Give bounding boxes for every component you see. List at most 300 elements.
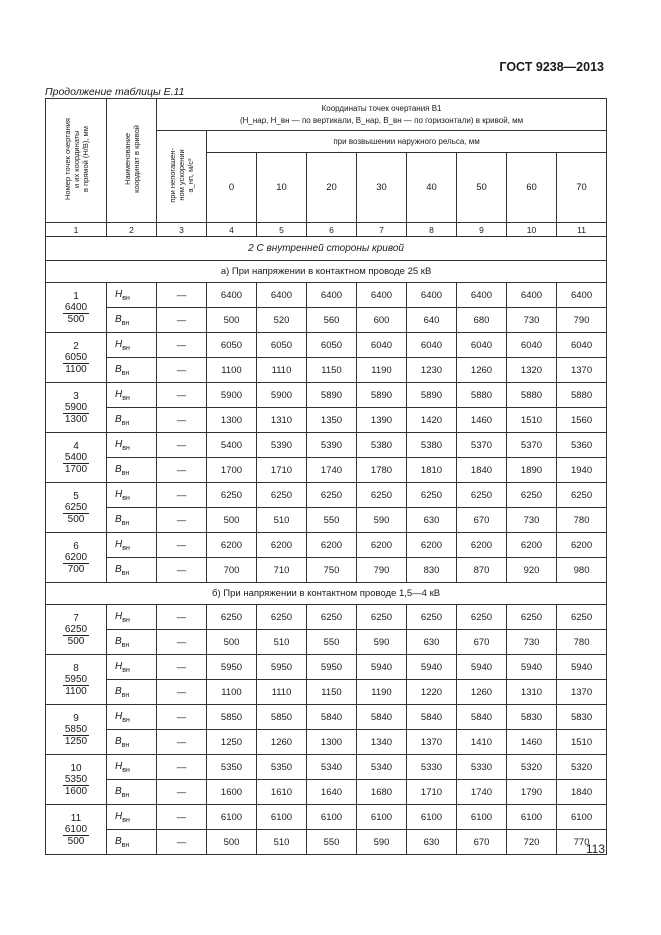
point-h-value: 5850 <box>64 723 88 735</box>
table-row <box>46 308 607 333</box>
coordinate-letter: B <box>115 513 122 525</box>
point-number: 5 <box>73 490 79 502</box>
value-cell: 1110 <box>257 680 307 705</box>
table-row <box>46 755 607 780</box>
value-cell: 630 <box>407 830 457 855</box>
value-cell: 5320 <box>507 755 557 780</box>
value-cell: 5370 <box>507 433 557 458</box>
section-title: 2 С внутренней стороны кривой <box>46 237 607 261</box>
coordinate-name-b <box>107 558 157 583</box>
value-cell: 6250 <box>407 605 457 630</box>
point-number: 7 <box>73 612 79 624</box>
point-fraction <box>63 302 89 325</box>
value-cell: 920 <box>507 558 557 583</box>
value-cell: 680 <box>457 308 507 333</box>
point-b-value: 500 <box>67 635 85 647</box>
value-cell: 720 <box>507 830 557 855</box>
value-cell: 1110 <box>257 358 307 383</box>
value-cell: 1350 <box>307 408 357 433</box>
table-row <box>46 730 607 755</box>
value-cell: 6050 <box>257 333 307 358</box>
value-cell: 670 <box>457 508 507 533</box>
value-cell: 5390 <box>307 433 357 458</box>
value-cell: 700 <box>207 558 257 583</box>
value-cell: 5850 <box>207 705 257 730</box>
value-cell: 1100 <box>207 680 257 705</box>
value-cell: 1300 <box>207 408 257 433</box>
page-number: 113 <box>585 842 605 856</box>
value-cell: 1340 <box>357 730 407 755</box>
value-cell: 1260 <box>457 680 507 705</box>
col2-header-line1: Наименование <box>122 133 132 185</box>
col1-header-line3: в прямой (H/B), мм <box>80 126 90 192</box>
coordinate-subscript: вн <box>122 494 130 502</box>
column-number-cell: 6 <box>307 223 357 237</box>
col2-header <box>107 99 157 223</box>
coordinate-name-h <box>107 283 157 308</box>
value-cell: 1640 <box>307 780 357 805</box>
column-number-cell: 11 <box>557 223 607 237</box>
value-cell: 6200 <box>357 533 407 558</box>
point-number: 8 <box>73 662 79 674</box>
value-cell: 5890 <box>307 383 357 408</box>
point-b-value: 1250 <box>64 735 88 747</box>
point-h-value: 6400 <box>64 301 88 313</box>
point-number: 10 <box>70 762 82 774</box>
elevation-header-cell: 70 <box>557 153 607 223</box>
coordinate-letter: H <box>115 488 123 500</box>
value-cell: 1190 <box>357 358 407 383</box>
point-number: 9 <box>73 712 79 724</box>
acceleration-cell: — <box>157 283 207 308</box>
table-row <box>46 630 607 655</box>
value-cell: 510 <box>257 830 307 855</box>
coordinate-name-b <box>107 358 157 383</box>
value-cell: 630 <box>407 508 457 533</box>
coordinate-name-h <box>107 605 157 630</box>
value-cell: 670 <box>457 830 507 855</box>
value-cell: 1150 <box>307 358 357 383</box>
elevation-header-cell: 10 <box>257 153 307 223</box>
value-cell: 560 <box>307 308 357 333</box>
coordinate-name-b <box>107 680 157 705</box>
table-row <box>46 605 607 630</box>
coordinate-name-h <box>107 755 157 780</box>
column-number-cell: 5 <box>257 223 307 237</box>
coordinate-subscript: вн <box>122 716 130 724</box>
coordinate-name-b <box>107 408 157 433</box>
acceleration-cell: — <box>157 383 207 408</box>
value-cell: 5940 <box>357 655 407 680</box>
value-cell: 1370 <box>557 358 607 383</box>
coordinate-letter: B <box>115 785 122 797</box>
table-row <box>46 358 607 383</box>
value-cell: 5360 <box>557 433 607 458</box>
acceleration-cell: — <box>157 730 207 755</box>
value-cell: 1610 <box>257 780 307 805</box>
value-cell: 5880 <box>557 383 607 408</box>
value-cell: 5880 <box>507 383 557 408</box>
value-cell: 6200 <box>557 533 607 558</box>
value-cell: 780 <box>557 630 607 655</box>
point-h-value: 5400 <box>64 451 88 463</box>
column-number-cell: 4 <box>207 223 257 237</box>
value-cell: 1260 <box>457 358 507 383</box>
point-h-value: 5950 <box>64 673 88 685</box>
value-cell: 5850 <box>257 705 307 730</box>
value-cell: 5940 <box>457 655 507 680</box>
coordinate-subscript: вн <box>121 319 130 327</box>
point-h-value: 5350 <box>64 773 88 785</box>
value-cell: 6100 <box>207 805 257 830</box>
point-fraction <box>63 774 89 797</box>
point-cell <box>46 433 107 483</box>
value-cell: 590 <box>357 830 407 855</box>
acceleration-cell: — <box>157 458 207 483</box>
value-cell: 1560 <box>557 408 607 433</box>
point-b-value: 1100 <box>65 363 87 375</box>
value-cell: 830 <box>407 558 457 583</box>
acceleration-cell: — <box>157 508 207 533</box>
value-cell: 1840 <box>457 458 507 483</box>
acceleration-cell: — <box>157 655 207 680</box>
coordinate-letter: H <box>115 710 123 722</box>
point-cell <box>46 655 107 705</box>
col3-header-line3: a_нп, м/с² <box>186 157 195 193</box>
value-cell: 6050 <box>307 333 357 358</box>
coordinate-subscript: вн <box>121 791 130 799</box>
value-cell: 6250 <box>557 605 607 630</box>
value-cell: 1780 <box>357 458 407 483</box>
group-title-line1: Координаты точек очертания В1 <box>321 103 442 113</box>
coordinate-subscript: вн <box>121 741 130 749</box>
coordinate-name-h <box>107 433 157 458</box>
col1-header <box>46 99 107 223</box>
elevation-header-cell: 0 <box>207 153 257 223</box>
column-number-cell: 9 <box>457 223 507 237</box>
point-fraction <box>63 674 89 697</box>
coordinate-letter: H <box>115 660 123 672</box>
value-cell: 1740 <box>307 458 357 483</box>
value-cell: 500 <box>207 630 257 655</box>
coordinate-letter: H <box>115 288 123 300</box>
value-cell: 6250 <box>307 483 357 508</box>
acceleration-cell: — <box>157 433 207 458</box>
group-title-row <box>46 583 607 605</box>
elevation-header-cell: 30 <box>357 153 407 223</box>
value-cell: 510 <box>257 630 307 655</box>
value-cell: 1510 <box>507 408 557 433</box>
point-h-value: 5900 <box>64 401 88 413</box>
coordinate-name-b <box>107 308 157 333</box>
value-cell: 6040 <box>507 333 557 358</box>
acceleration-cell: — <box>157 483 207 508</box>
coordinate-subscript: вн <box>121 641 130 649</box>
point-b-value: 1100 <box>65 685 87 697</box>
table-row <box>46 283 607 308</box>
col3-header-line1: при непогашен- <box>168 147 177 203</box>
value-cell: 780 <box>557 508 607 533</box>
point-number: 4 <box>73 440 79 452</box>
value-cell: 730 <box>507 508 557 533</box>
coordinate-subscript: вн <box>121 841 130 849</box>
col2-header-line2: координат в кривой <box>131 125 141 193</box>
value-cell: 510 <box>257 508 307 533</box>
value-cell: 5330 <box>407 755 457 780</box>
value-cell: 790 <box>557 308 607 333</box>
coordinate-name-h <box>107 655 157 680</box>
value-cell: 6400 <box>207 283 257 308</box>
column-number-cell: 7 <box>357 223 407 237</box>
value-cell: 1250 <box>207 730 257 755</box>
value-cell: 1740 <box>457 780 507 805</box>
elevation-subheader: при возвышении наружного рельса, мм <box>207 131 607 153</box>
value-cell: 6250 <box>407 483 457 508</box>
value-cell: 6040 <box>557 333 607 358</box>
acceleration-cell: — <box>157 408 207 433</box>
coordinate-subscript: вн <box>122 344 130 352</box>
table-row <box>46 655 607 680</box>
value-cell: 5390 <box>257 433 307 458</box>
elevation-header-cell: 60 <box>507 153 557 223</box>
value-cell: 1190 <box>357 680 407 705</box>
value-cell: 870 <box>457 558 507 583</box>
point-cell <box>46 283 107 333</box>
value-cell: 6400 <box>557 283 607 308</box>
value-cell: 5890 <box>357 383 407 408</box>
acceleration-cell: — <box>157 533 207 558</box>
value-cell: 6040 <box>457 333 507 358</box>
table-row <box>46 533 607 558</box>
value-cell: 980 <box>557 558 607 583</box>
table-row <box>46 830 607 855</box>
coordinate-name-h <box>107 383 157 408</box>
column-number-cell: 3 <box>157 223 207 237</box>
coordinate-letter: H <box>115 338 123 350</box>
coordinate-subscript: вн <box>122 816 130 824</box>
point-b-value: 500 <box>67 313 85 325</box>
col1-header-line2: и их координаты <box>71 130 81 188</box>
value-cell: 730 <box>507 630 557 655</box>
value-cell: 6400 <box>507 283 557 308</box>
value-cell: 1600 <box>207 780 257 805</box>
value-cell: 500 <box>207 508 257 533</box>
point-h-value: 6100 <box>64 823 88 835</box>
value-cell: 6250 <box>207 483 257 508</box>
value-cell: 6400 <box>457 283 507 308</box>
value-cell: 6250 <box>457 483 507 508</box>
point-number: 6 <box>73 540 79 552</box>
point-h-value: 6250 <box>64 623 88 635</box>
value-cell: 1700 <box>207 458 257 483</box>
point-number: 3 <box>73 390 79 402</box>
coordinates-group-header <box>157 99 607 131</box>
table-row <box>46 458 607 483</box>
value-cell: 6400 <box>407 283 457 308</box>
value-cell: 1680 <box>357 780 407 805</box>
table-row <box>46 680 607 705</box>
point-b-value: 500 <box>67 513 85 525</box>
value-cell: 500 <box>207 830 257 855</box>
column-number-cell: 8 <box>407 223 457 237</box>
group-title-row <box>46 261 607 283</box>
point-cell <box>46 755 107 805</box>
acceleration-cell: — <box>157 558 207 583</box>
coordinate-subscript: вн <box>121 691 130 699</box>
value-cell: 520 <box>257 308 307 333</box>
table-row <box>46 805 607 830</box>
acceleration-cell: — <box>157 780 207 805</box>
value-cell: 630 <box>407 630 457 655</box>
coordinate-subscript: вн <box>122 544 130 552</box>
value-cell: 600 <box>357 308 407 333</box>
value-cell: 5890 <box>407 383 457 408</box>
coordinate-subscript: вн <box>122 394 130 402</box>
coordinate-letter: B <box>115 685 122 697</box>
value-cell: 1410 <box>457 730 507 755</box>
value-cell: 6100 <box>457 805 507 830</box>
value-cell: 6400 <box>307 283 357 308</box>
table-row <box>46 558 607 583</box>
value-cell: 1370 <box>407 730 457 755</box>
value-cell: 6400 <box>357 283 407 308</box>
coordinate-letter: B <box>115 313 122 325</box>
value-cell: 6100 <box>557 805 607 830</box>
value-cell: 5900 <box>207 383 257 408</box>
value-cell: 5840 <box>357 705 407 730</box>
value-cell: 6100 <box>307 805 357 830</box>
value-cell: 6200 <box>407 533 457 558</box>
value-cell: 6250 <box>357 483 407 508</box>
header-row-1 <box>46 99 607 131</box>
point-fraction <box>63 452 89 475</box>
elevation-header-cell: 40 <box>407 153 457 223</box>
column-numbers-row <box>46 223 607 237</box>
coordinate-name-b <box>107 830 157 855</box>
coordinate-subscript: вн <box>121 369 130 377</box>
column-number-cell: 10 <box>507 223 557 237</box>
point-fraction <box>63 624 89 647</box>
value-cell: 6100 <box>407 805 457 830</box>
value-cell: 5900 <box>257 383 307 408</box>
value-cell: 6400 <box>257 283 307 308</box>
value-cell: 1310 <box>257 408 307 433</box>
point-cell <box>46 483 107 533</box>
value-cell: 590 <box>357 630 407 655</box>
point-b-value: 1600 <box>64 785 88 797</box>
value-cell: 5400 <box>207 433 257 458</box>
coordinate-subscript: вн <box>122 616 130 624</box>
coordinate-letter: B <box>115 563 122 575</box>
coordinate-name-b <box>107 630 157 655</box>
value-cell: 770 <box>557 830 607 855</box>
value-cell: 6250 <box>507 483 557 508</box>
coordinate-letter: H <box>115 760 123 772</box>
coordinate-subscript: вн <box>121 569 130 577</box>
coordinate-name-b <box>107 730 157 755</box>
value-cell: 5940 <box>507 655 557 680</box>
coordinate-letter: H <box>115 438 123 450</box>
coordinate-name-b <box>107 458 157 483</box>
acceleration-cell: — <box>157 830 207 855</box>
value-cell: 6250 <box>257 483 307 508</box>
value-cell: 6250 <box>357 605 407 630</box>
value-cell: 5340 <box>357 755 407 780</box>
value-cell: 6250 <box>307 605 357 630</box>
section-title-row <box>46 237 607 261</box>
value-cell: 750 <box>307 558 357 583</box>
table-row <box>46 333 607 358</box>
table-caption: Продолжение таблицы Е.11 <box>45 86 185 98</box>
point-fraction <box>63 402 89 425</box>
value-cell: 1320 <box>507 358 557 383</box>
acceleration-cell: — <box>157 605 207 630</box>
acceleration-cell: — <box>157 358 207 383</box>
table-row <box>46 383 607 408</box>
value-cell: 550 <box>307 508 357 533</box>
value-cell: 6200 <box>307 533 357 558</box>
value-cell: 5340 <box>307 755 357 780</box>
group-title: б) При напряжении в контактном проводе 1,5—4 кВ <box>46 583 607 605</box>
value-cell: 1370 <box>557 680 607 705</box>
value-cell: 5350 <box>257 755 307 780</box>
value-cell: 6040 <box>407 333 457 358</box>
value-cell: 5380 <box>357 433 407 458</box>
coordinate-subscript: вн <box>122 766 130 774</box>
value-cell: 1100 <box>207 358 257 383</box>
value-cell: 5940 <box>557 655 607 680</box>
value-cell: 5840 <box>457 705 507 730</box>
acceleration-cell: — <box>157 308 207 333</box>
coordinate-subscript: вн <box>122 666 130 674</box>
column-number-cell: 1 <box>46 223 107 237</box>
value-cell: 5330 <box>457 755 507 780</box>
value-cell: 550 <box>307 630 357 655</box>
point-cell <box>46 605 107 655</box>
point-fraction <box>63 724 89 747</box>
coordinate-letter: B <box>115 835 122 847</box>
value-cell: 1710 <box>257 458 307 483</box>
value-cell: 1460 <box>457 408 507 433</box>
group-title-line2: (H_нар, H_вн — по вертикали, B_нар, B_вн — по горизонтали) в кривой, мм <box>239 115 524 125</box>
value-cell: 5940 <box>407 655 457 680</box>
value-cell: 5350 <box>207 755 257 780</box>
value-cell: 6250 <box>557 483 607 508</box>
value-cell: 6250 <box>507 605 557 630</box>
point-b-value: 1700 <box>64 463 88 475</box>
value-cell: 1390 <box>357 408 407 433</box>
coordinate-letter: B <box>115 635 122 647</box>
value-cell: 6200 <box>457 533 507 558</box>
point-fraction <box>63 824 89 847</box>
point-h-value: 6200 <box>64 551 88 563</box>
point-h-value: 6050 <box>64 351 88 363</box>
coordinate-name-h <box>107 705 157 730</box>
coordinate-name-h <box>107 483 157 508</box>
table-row <box>46 433 607 458</box>
point-h-value: 6250 <box>64 501 88 513</box>
value-cell: 6250 <box>257 605 307 630</box>
acceleration-cell: — <box>157 333 207 358</box>
value-cell: 6100 <box>257 805 307 830</box>
value-cell: 1420 <box>407 408 457 433</box>
acceleration-cell: — <box>157 755 207 780</box>
value-cell: 790 <box>357 558 407 583</box>
point-number: 1 <box>73 290 79 302</box>
value-cell: 640 <box>407 308 457 333</box>
value-cell: 6040 <box>357 333 407 358</box>
value-cell: 1810 <box>407 458 457 483</box>
